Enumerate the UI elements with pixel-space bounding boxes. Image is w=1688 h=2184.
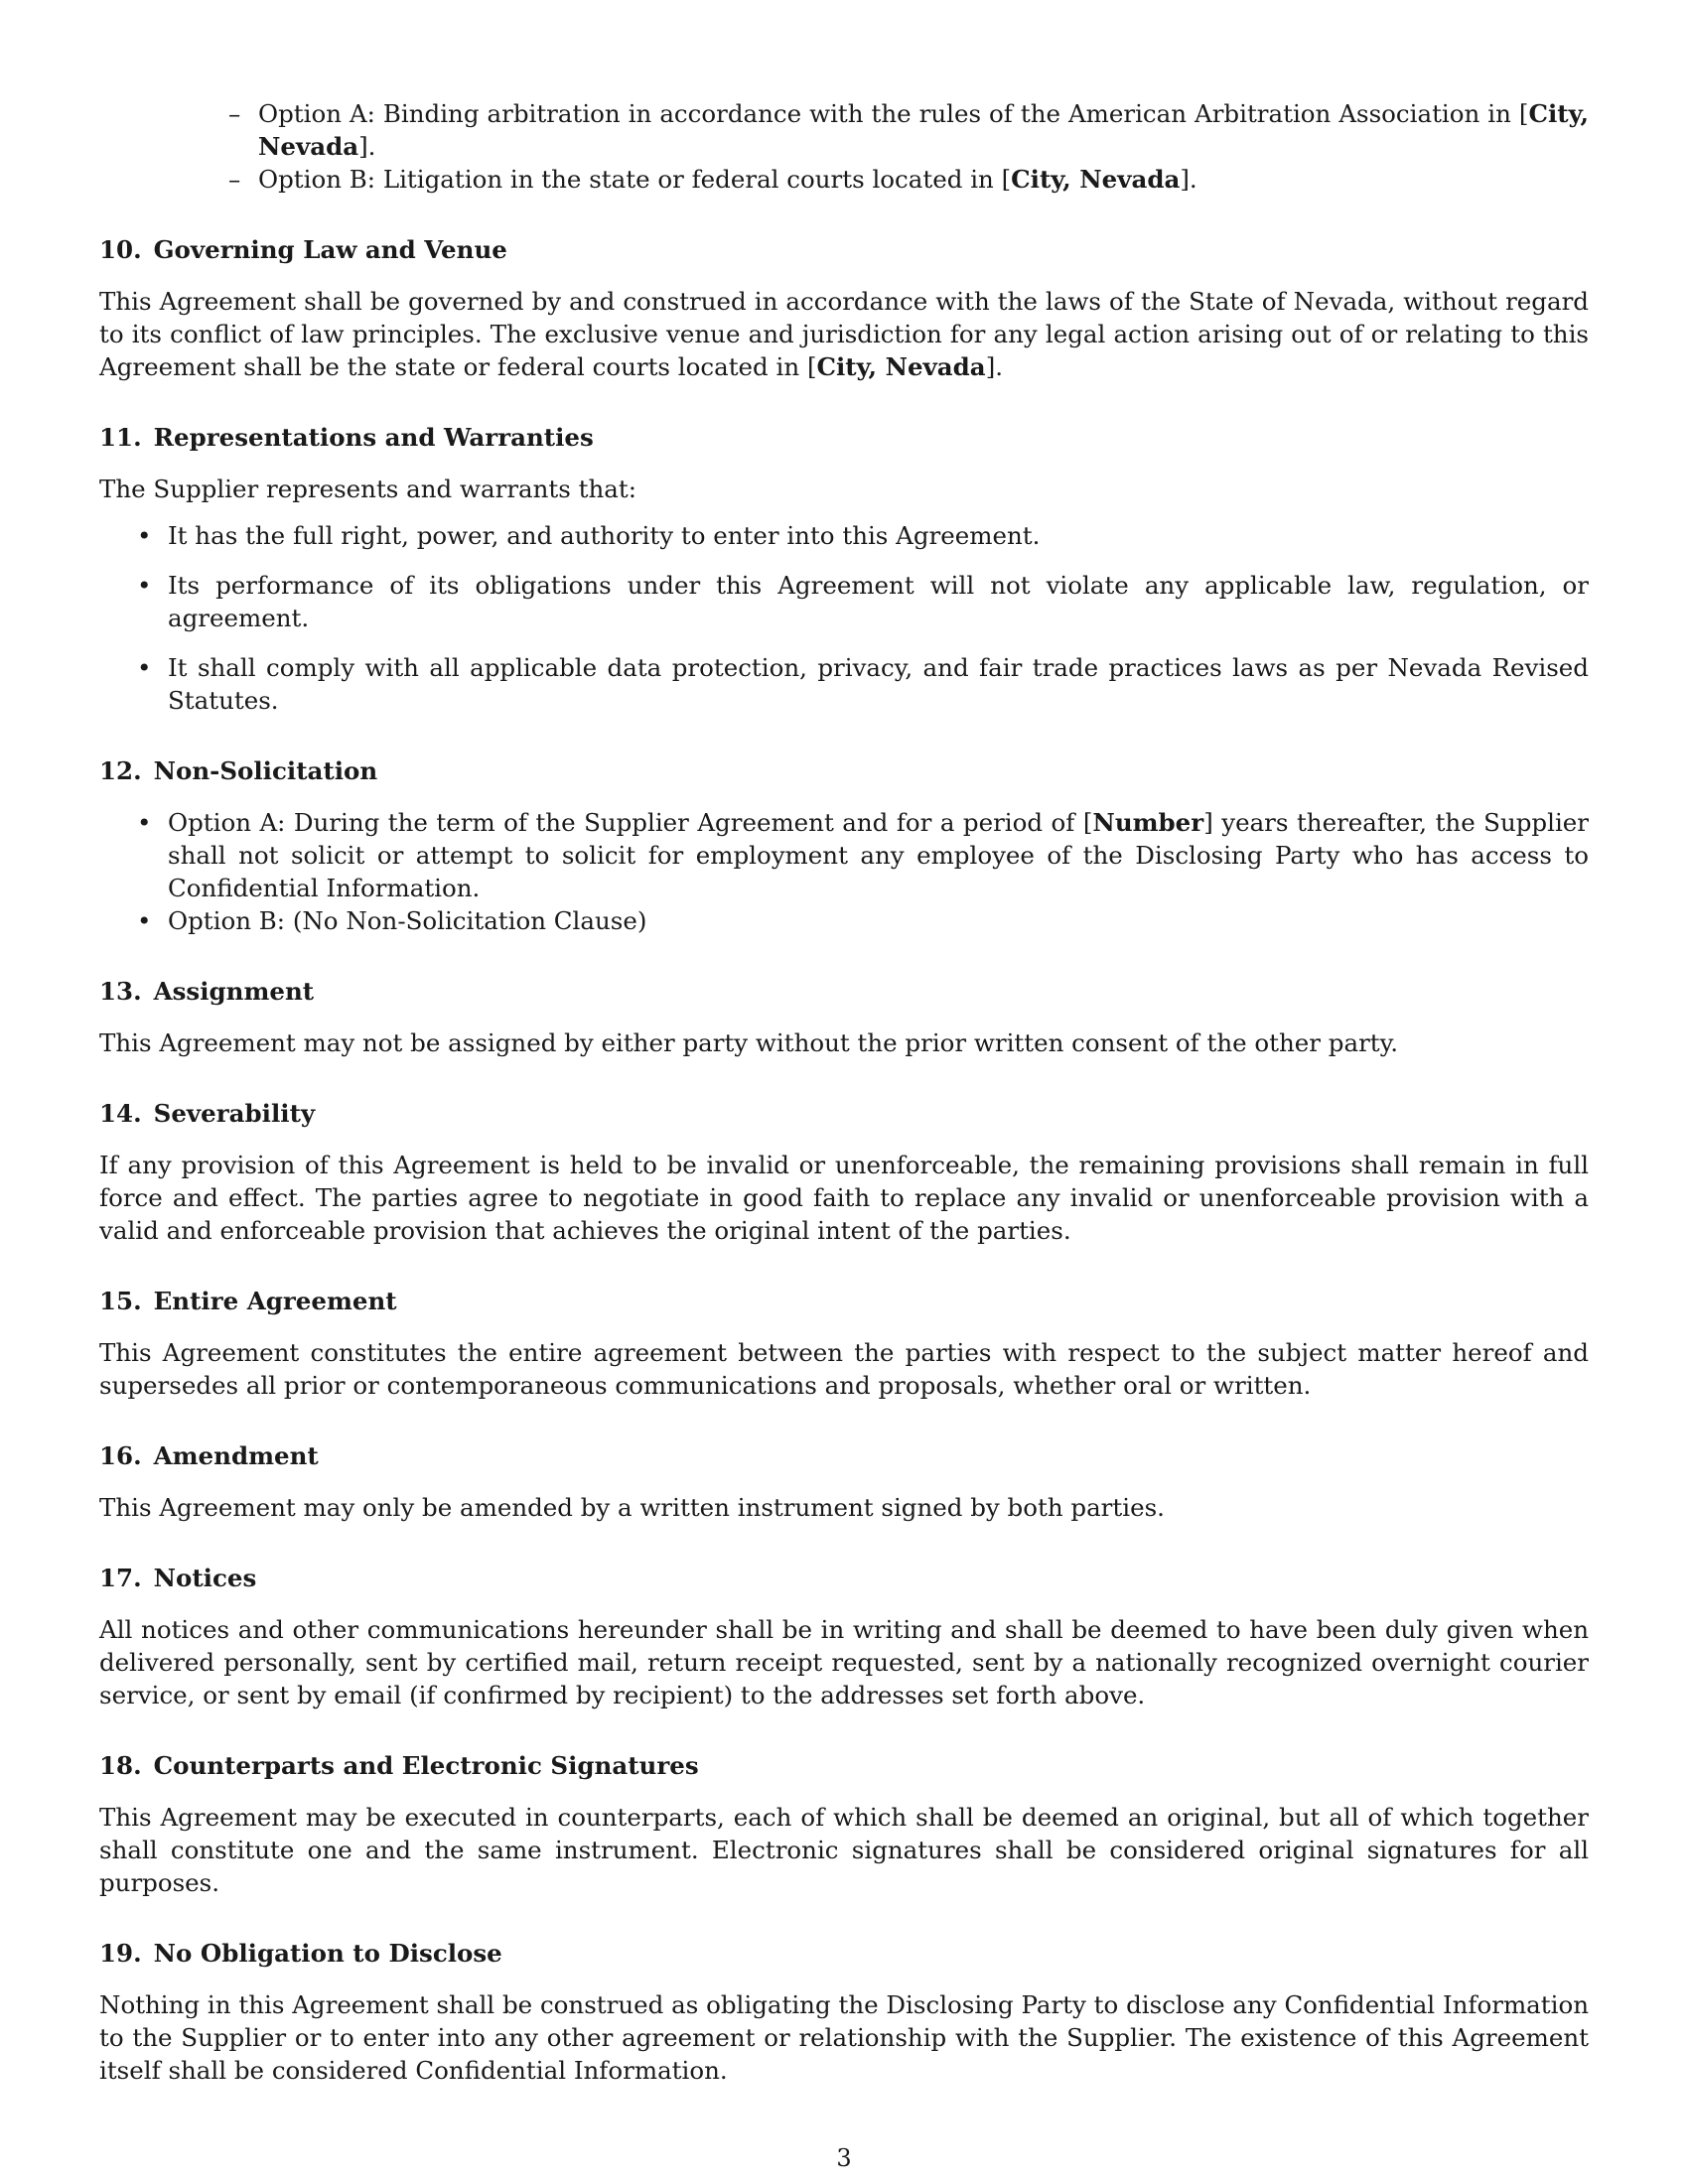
section-heading-counterparts: 18. Counterparts and Electronic Signatures (99, 1751, 699, 1780)
section-text-amendment: This Agreement may only be amended by a written instrument signed by both parties. (99, 1493, 1165, 1522)
non-solicitation-options (99, 806, 1589, 937)
warranties-list (99, 519, 1589, 717)
section-text-severability: If any provision of this Agreement is held to be invalid or unenforceable, the remaining provisions shall remain in full force and effect. The parties agree to negotiate in good faith to replace any invalid or unenforceable provision with a valid and enforceable provision that achieves the original intent of the parties. (99, 1151, 1589, 1245)
section-text-assignment: This Agreement may not be assigned by either party without the prior written consent of the other party. (99, 1028, 1399, 1057)
dispute-resolution-options (228, 97, 1589, 196)
dispute-option-b: – Option B: Litigation in the state or federal courts located in [City, Nevada]. (228, 163, 1589, 196)
dispute-option-a: – Option A: Binding arbitration in accordance with the rules of the American Arbitration Association in [City, Nevada]. (228, 97, 1589, 163)
section-heading-governing-law: 10. Governing Law and Venue (99, 235, 507, 264)
list-item: • It shall comply with all applicable data protection, privacy, and fair trade practices laws as per Nevada Revised Statutes. (99, 651, 1589, 717)
section-text-counterparts: This Agreement may be executed in counterparts, each of which shall be deemed an original, but all of which together shall constitute one and the same instrument. Electronic signatures shall be considered original signatures for all purposes. (99, 1803, 1589, 1897)
section-heading-notices: 17. Notices (99, 1564, 257, 1592)
section-text-governing-law: This Agreement shall be governed by and construed in accordance with the laws of the State of Nevada, without regard to its conflict of law principles. The exclusive venue and jurisdiction for any legal action arising out of or relating to this Agreement shall be the state or federal courts located in [City, Nevada]. (99, 287, 1589, 381)
section-heading-non-solicitation: 12. Non-Solicitation (99, 756, 378, 785)
list-item: • Its performance of its obligations under this Agreement will not violate any applicable law, regulation, or agreement. (99, 569, 1589, 634)
section-intro-representations: The Supplier represents and warrants that: (99, 475, 636, 503)
section-heading-no-obligation: 19. No Obligation to Disclose (99, 1939, 502, 1968)
non-solicitation-option-b: • Option B: (No Non-Solicitation Clause) (99, 904, 1589, 937)
page-number: 3 (836, 2144, 852, 2172)
section-heading-severability: 14. Severability (99, 1099, 316, 1128)
document-body (99, 97, 1589, 2087)
section-text-no-obligation: Nothing in this Agreement shall be construed as obligating the Disclosing Party to disclose any Confidential Information to the Supplier or to enter into any other agreement or relationship with the Supplier. The existence of this Agreement itself shall be considered Confidential Information. (99, 1990, 1589, 2085)
non-solicitation-option-a: • Option A: During the term of the Supplier Agreement and for a period of [Number] years thereafter, the Supplier shall not solicit or attempt to solicit for employment any employee of the Disclosing Party who has access to Confidential Information. (99, 806, 1589, 904)
section-text-entire-agreement: This Agreement constitutes the entire agreement between the parties with respect to the subject matter hereof and supersedes all prior or contemporaneous communications and proposals, whether oral or written. (99, 1338, 1589, 1400)
list-item: • It has the full right, power, and authority to enter into this Agreement. (99, 519, 1589, 552)
section-heading-entire-agreement: 15. Entire Agreement (99, 1287, 397, 1315)
section-heading-assignment: 13. Assignment (99, 977, 315, 1006)
section-heading-amendment: 16. Amendment (99, 1441, 319, 1470)
section-heading-representations: 11. Representations and Warranties (99, 423, 594, 452)
section-text-notices: All notices and other communications hereunder shall be in writing and shall be deemed to have been duly given when delivered personally, sent by certified mail, return receipt requested, sent by a nationally recognized overnight courier service, or sent by email (if confirmed by recipient) to the addresses set forth above. (99, 1615, 1589, 1709)
